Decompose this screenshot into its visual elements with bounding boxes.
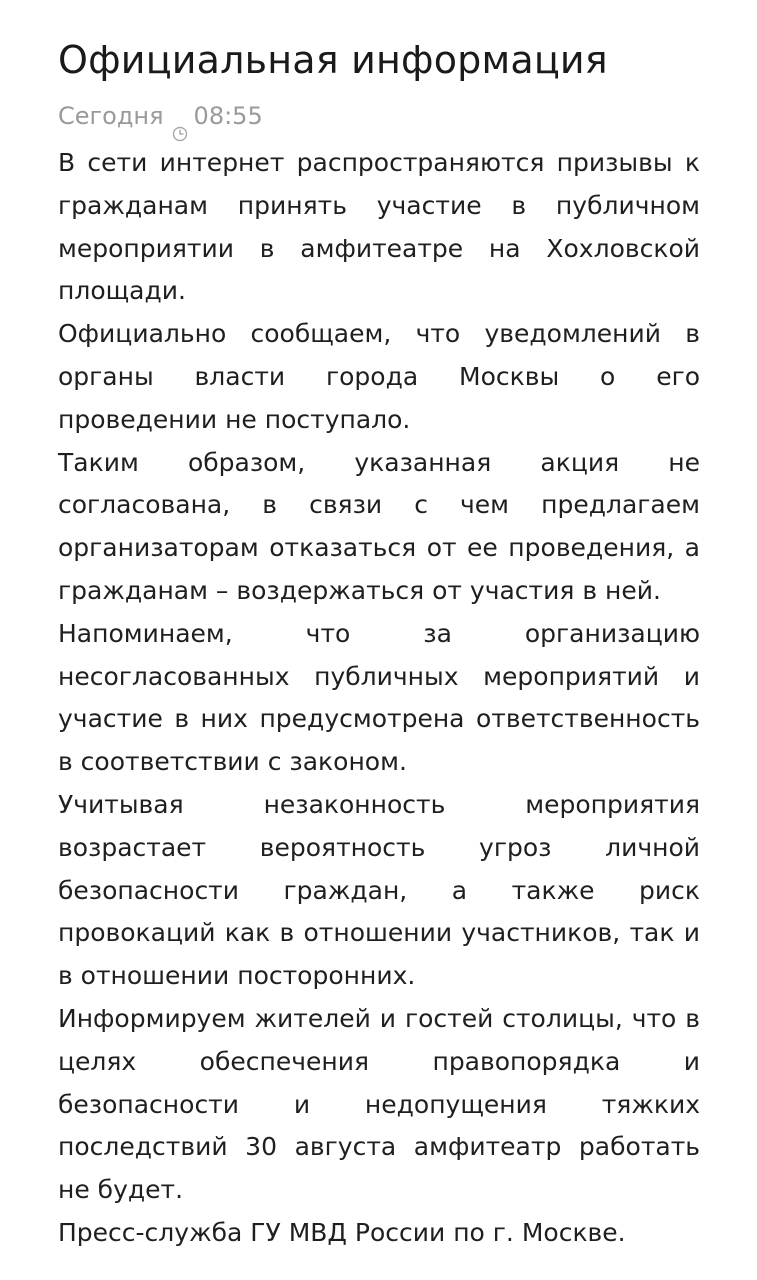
publish-time: 08:55 xyxy=(193,102,263,130)
clock-icon xyxy=(172,108,188,124)
paragraph: Официально сообщаем, что уведомлений в органы власти города Москвы о его проведении не поступало. xyxy=(58,319,700,434)
date-label: Сегодня xyxy=(58,102,164,130)
article-title: Официальная информация xyxy=(58,38,608,82)
article-body xyxy=(58,142,700,1255)
article-signature: Пресс-служба ГУ МВД России по г. Москве. xyxy=(58,1217,626,1247)
paragraph: В сети интернет распространяются призывы к гражданам принять участие в публичном мероприятии в амфитеатре на Хохловской площади. xyxy=(58,148,700,306)
article xyxy=(58,30,700,1255)
article-meta xyxy=(58,90,700,142)
paragraph: Учитывая незаконность мероприятия возрастает вероятность угроз личной безопасности граждан, а также риск провокаций как в отношении участников, так и в отношении посторонних. xyxy=(58,789,700,991)
paragraph: Таким образом, указанная акция не согласована, в связи с чем предлагаем организаторам отказаться от ее проведения, а гражданам – воздержаться от участия в ней. xyxy=(58,447,700,605)
paragraph: Напоминаем, что за организацию несогласованных публичных мероприятий и участие в них предусмотрена ответственность в соответствии с законом. xyxy=(58,618,700,777)
paragraph: Информируем жителей и гостей столицы, что в целях обеспечения правопорядка и безопасности и недопущения тяжких последствий 30 августа амфитеатр работать не будет. xyxy=(58,1003,700,1205)
